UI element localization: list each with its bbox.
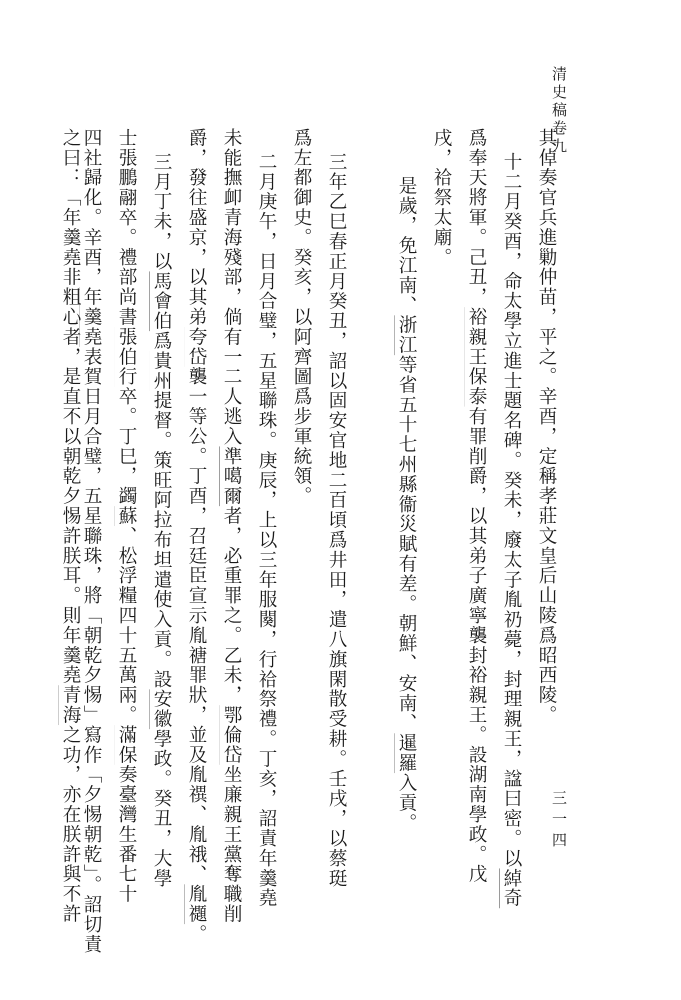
- proper-name: 青海: [60, 685, 81, 726]
- proper-name: 年羹堯: [60, 207, 81, 268]
- proper-name: 年羹堯: [81, 287, 102, 347]
- proper-name: 廉親王: [221, 784, 242, 845]
- proper-name: 青海: [221, 207, 242, 248]
- text-run: 戌，祫祭太廟。: [431, 128, 452, 268]
- proper-name: 湖南: [466, 764, 487, 805]
- text-column: [219, 128, 243, 958]
- text-column: [359, 128, 383, 958]
- text-run: 卒。禮部尚書: [116, 207, 137, 328]
- text-column: [534, 128, 558, 958]
- text-column: [394, 128, 418, 958]
- text-run: 等省五十七州縣衞災賦有差。: [396, 355, 417, 614]
- proper-name: 綽奇: [501, 868, 522, 909]
- page-number: 三一四: [550, 790, 568, 853]
- text-run: 殘部，倘有一二人逃入: [221, 247, 242, 447]
- text-run: 非粗心者，是直不以朝乾夕惕許朕耳。則: [60, 267, 81, 626]
- proper-name: 江南: [396, 255, 417, 296]
- proper-name: 安徽: [151, 689, 172, 730]
- proper-name: 裕親王保泰: [466, 307, 487, 407]
- text-run: 坐: [221, 764, 242, 785]
- text-run: 黨奪職削: [221, 844, 242, 925]
- proper-name: 固安: [326, 390, 347, 431]
- text-run: 是歲，免: [396, 176, 417, 256]
- text-run: 罪狀，並及: [186, 665, 207, 765]
- text-body: [58, 128, 558, 958]
- text-run: 爲: [151, 331, 172, 352]
- proper-name: 浙江: [396, 315, 417, 356]
- text-run: 之曰：「: [60, 128, 81, 208]
- proper-name: 胤禵: [186, 884, 207, 925]
- text-column: [184, 128, 208, 958]
- text-run: 爲左都御史。癸亥，以: [291, 128, 312, 327]
- proper-name: 鄂倫岱: [221, 705, 242, 765]
- text-run: 、: [396, 295, 417, 316]
- text-run: 者，必重罪之。乙未，: [221, 506, 242, 706]
- text-run: 爲步軍統領。: [291, 386, 312, 507]
- proper-name: 年羹堯: [256, 848, 277, 909]
- proper-name: 夸岱: [186, 327, 207, 367]
- proper-name: 蘇: [116, 506, 137, 527]
- text-column: [79, 128, 103, 958]
- text-run: 有罪削爵，以其弟子: [466, 406, 487, 586]
- volume-title: 清史稿卷九: [550, 66, 568, 156]
- text-column: [254, 128, 278, 958]
- text-run: 爲奉天將軍。己丑，: [466, 128, 487, 308]
- text-column: [429, 128, 453, 958]
- proper-name: 盛京: [186, 207, 207, 248]
- proper-name: 張伯行: [116, 327, 137, 387]
- proper-name: 臺灣: [116, 784, 137, 825]
- proper-name: 年羹堯: [60, 625, 81, 686]
- text-column: [114, 128, 138, 958]
- text-run: 四社歸化。辛酉，: [81, 128, 102, 288]
- text-column: [324, 128, 348, 958]
- text-run: 士: [116, 128, 137, 148]
- proper-name: 阿齊圖: [291, 327, 312, 387]
- text-run: 。: [186, 924, 207, 945]
- proper-name: 馬會伯: [151, 271, 172, 332]
- text-run: 、: [116, 526, 137, 546]
- text-run: 官地二百頃爲井田，遣八旗閑散受耕。壬戌，以: [326, 430, 347, 849]
- text-column: [499, 128, 523, 958]
- proper-name: 松: [116, 545, 137, 566]
- proper-name: 廣寧: [466, 585, 487, 626]
- text-run: 、: [396, 653, 417, 674]
- text-run: 十二月癸酉，命太學立進士題名碑。癸未，廢太子: [501, 152, 522, 590]
- text-run: 學政。戊: [466, 804, 487, 885]
- text-column: [464, 128, 488, 958]
- text-run: 浮糧四十五萬兩。: [116, 565, 137, 726]
- text-run: 二月庚午，日月合璧，五星聯珠。庚辰，上以三年服闋，行祫祭禮。丁亥，詔責: [256, 152, 277, 849]
- proper-name: 貴州: [151, 351, 172, 391]
- text-run: 提督。策旺阿拉布坦遣使入貢。設: [151, 390, 172, 690]
- proper-name: 胤禩: [186, 764, 207, 805]
- text-run: 、: [186, 864, 207, 885]
- proper-name: 安南: [396, 673, 417, 714]
- text-run: 入貢。: [396, 773, 417, 833]
- text-run: 三年乙巳春正月癸丑，詔以: [326, 152, 347, 391]
- text-run: 未能撫卹: [221, 128, 242, 208]
- text-run: 薨，封理親王，諡曰密。以: [501, 629, 522, 869]
- text-run: 學政。癸丑，大學: [151, 729, 172, 889]
- text-run: 奏: [116, 764, 137, 785]
- proper-name: 張鵬翮: [116, 147, 137, 208]
- text-run: 襲一等公。丁酉，召廷臣宣示: [186, 366, 207, 626]
- text-run: ，以其弟: [186, 247, 207, 328]
- text-run: 之功，亦在朕許與不許: [60, 725, 81, 925]
- proper-name: 蔡珽: [326, 848, 347, 889]
- text-run: 其倬奏官兵進勦仲苗，平之。辛酉，定稱孝莊文皇后山陵爲昭西陵。: [536, 128, 557, 725]
- text-run: 生番七十: [116, 824, 137, 905]
- text-column: [289, 128, 313, 958]
- text-run: 、: [396, 713, 417, 734]
- text-run: 襲封裕親王。設: [466, 625, 487, 765]
- text-column: [149, 128, 173, 958]
- text-column: [58, 128, 82, 958]
- text-run: 爵，發往: [186, 128, 207, 208]
- text-run: 卒。丁巳，蠲: [116, 386, 137, 507]
- proper-name: 暹羅: [396, 733, 417, 774]
- text-run: 、: [186, 804, 207, 825]
- text-run: 表賀日月合璧，五星聯珠，將「朝乾夕惕」寫作「夕惕朝乾」。詔切責: [81, 346, 102, 955]
- proper-name: 準噶爾: [221, 446, 242, 507]
- text-run: 三月丁未，以: [151, 152, 172, 272]
- proper-name: 胤禟: [186, 625, 207, 666]
- proper-name: 胤礽: [501, 589, 522, 630]
- proper-name: 胤䄉: [186, 824, 207, 865]
- proper-name: 朝鮮: [396, 613, 417, 654]
- proper-name: 滿保: [116, 725, 137, 765]
